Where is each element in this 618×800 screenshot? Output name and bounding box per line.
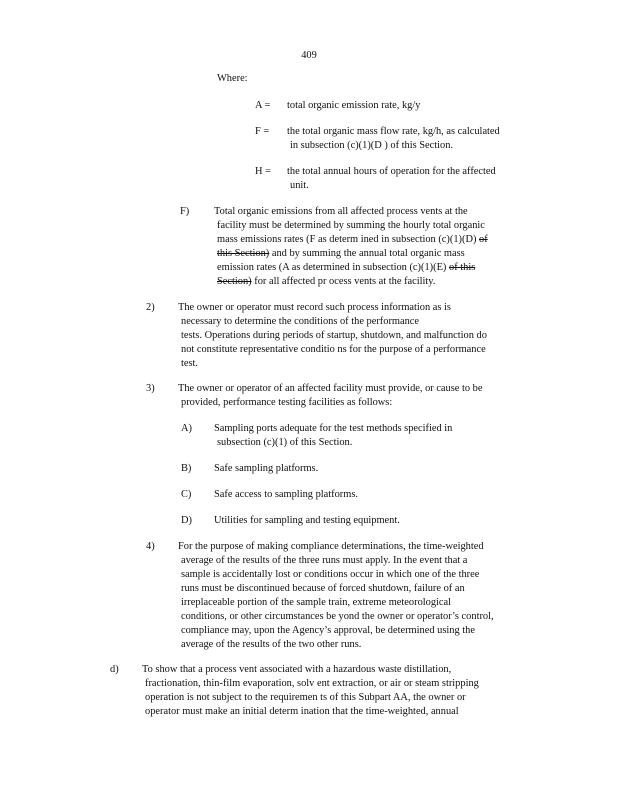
definition-term-f: F =	[255, 126, 270, 137]
item-4-line: average of the results of the three runs must apply. In the event that a	[181, 555, 468, 566]
item-4-line: sample is accidentally lost or conditions occur in which one of the three	[181, 569, 480, 580]
definition-text-a: total organic emission rate, kg/y	[287, 100, 421, 111]
item-d-line: operation is not subject to the requiremen ts of this Subpart AA, the owner or	[145, 692, 466, 703]
subitem-b-marker: B)	[181, 463, 192, 474]
definition-term-a: A =	[255, 100, 271, 111]
item-f-line: Total organic emissions from all affected process vents at the	[214, 206, 468, 217]
item-f-marker: F)	[180, 206, 190, 217]
item-4-line: runs must be discontinued because of forced shutdown, failure of an	[181, 583, 465, 594]
item-4-line: conditions, or other circumstances be yond the owner or operator’s control,	[181, 611, 494, 622]
subitem-a-line: subsection (c)(1) of this Section.	[217, 437, 353, 448]
item-f-line: facility must be determined by summing the hourly total organic	[217, 220, 485, 231]
struck-text: of	[479, 234, 488, 245]
item-f-text: emission rates (A as determined in subsection (c)(1)(E)	[217, 262, 449, 273]
item-2-line: necessary to determine the conditions of the performance	[181, 316, 420, 327]
definition-text-f-line: in subsection (c)(1)(D ) of this Section.	[290, 140, 454, 151]
item-3-marker: 3)	[146, 383, 155, 394]
subitem-c-marker: C)	[181, 489, 192, 500]
item-f-text: for all affected pr ocess vents at the facility.	[251, 276, 436, 287]
item-f-line	[217, 247, 465, 261]
item-2-line: tests. Operations during periods of startup, shutdown, and malfunction do	[181, 330, 487, 341]
struck-text: Section)	[217, 276, 252, 287]
item-4-marker: 4)	[146, 541, 155, 552]
struck-text: this Section)	[217, 248, 270, 259]
item-4-line: For the purpose of making compliance determinations, the time-weighted	[178, 541, 484, 552]
subitem-d-line: Utilities for sampling and testing equipment.	[214, 515, 400, 526]
item-f-line	[217, 261, 475, 275]
item-2-marker: 2)	[146, 302, 155, 313]
item-4-line: average of the results of the two other runs.	[181, 639, 362, 650]
subitem-a-marker: A)	[181, 423, 192, 434]
item-4-line: compliance may, upon the Agency’s approval, be determined using the	[181, 625, 475, 636]
item-d-line: fractionation, thin-film evaporation, solv ent extraction, or air or steam stripping	[145, 678, 479, 689]
item-2-line: The owner or operator must record such process information as is	[178, 302, 451, 313]
definition-text-f-line: the total organic mass flow rate, kg/h, as calculated	[287, 126, 500, 137]
item-f-text: and by summing the annual total organic mass	[269, 248, 465, 259]
item-3-line: The owner or operator of an affected facility must provide, or cause to be	[178, 383, 483, 394]
subitem-b-line: Safe sampling platforms.	[214, 463, 319, 474]
item-f-line	[217, 233, 488, 247]
subitem-a-line: Sampling ports adequate for the test methods specified in	[214, 423, 453, 434]
where-label: Where:	[217, 73, 248, 84]
struck-text: of this	[449, 262, 476, 273]
item-3-line: provided, performance testing facilities as follows:	[181, 397, 393, 408]
definition-text-h-line: unit.	[290, 180, 309, 191]
item-2-line: not constitute representative conditio ns for the purpose of a performance	[181, 344, 486, 355]
definition-text-h-line: the total annual hours of operation for the affected	[287, 166, 496, 177]
subitem-c-line: Safe access to sampling platforms.	[214, 489, 358, 500]
item-d-line: operator must make an initial determ ination that the time-weighted, annual	[145, 706, 459, 717]
item-f-text: mass emissions rates (F as determ ined in subsection (c)(1)(D)	[217, 234, 480, 245]
item-2-line: test.	[181, 358, 199, 369]
item-f-line	[217, 275, 435, 289]
item-4-line: irreplaceable portion of the sample train, extreme meteorological	[181, 597, 452, 608]
subitem-d-marker: D)	[181, 515, 192, 526]
page-number: 409	[301, 50, 317, 61]
definition-term-h: H =	[255, 166, 271, 177]
item-d-line: To show that a process vent associated with a hazardous waste distillation,	[142, 664, 452, 675]
item-d-marker: d)	[110, 664, 119, 675]
